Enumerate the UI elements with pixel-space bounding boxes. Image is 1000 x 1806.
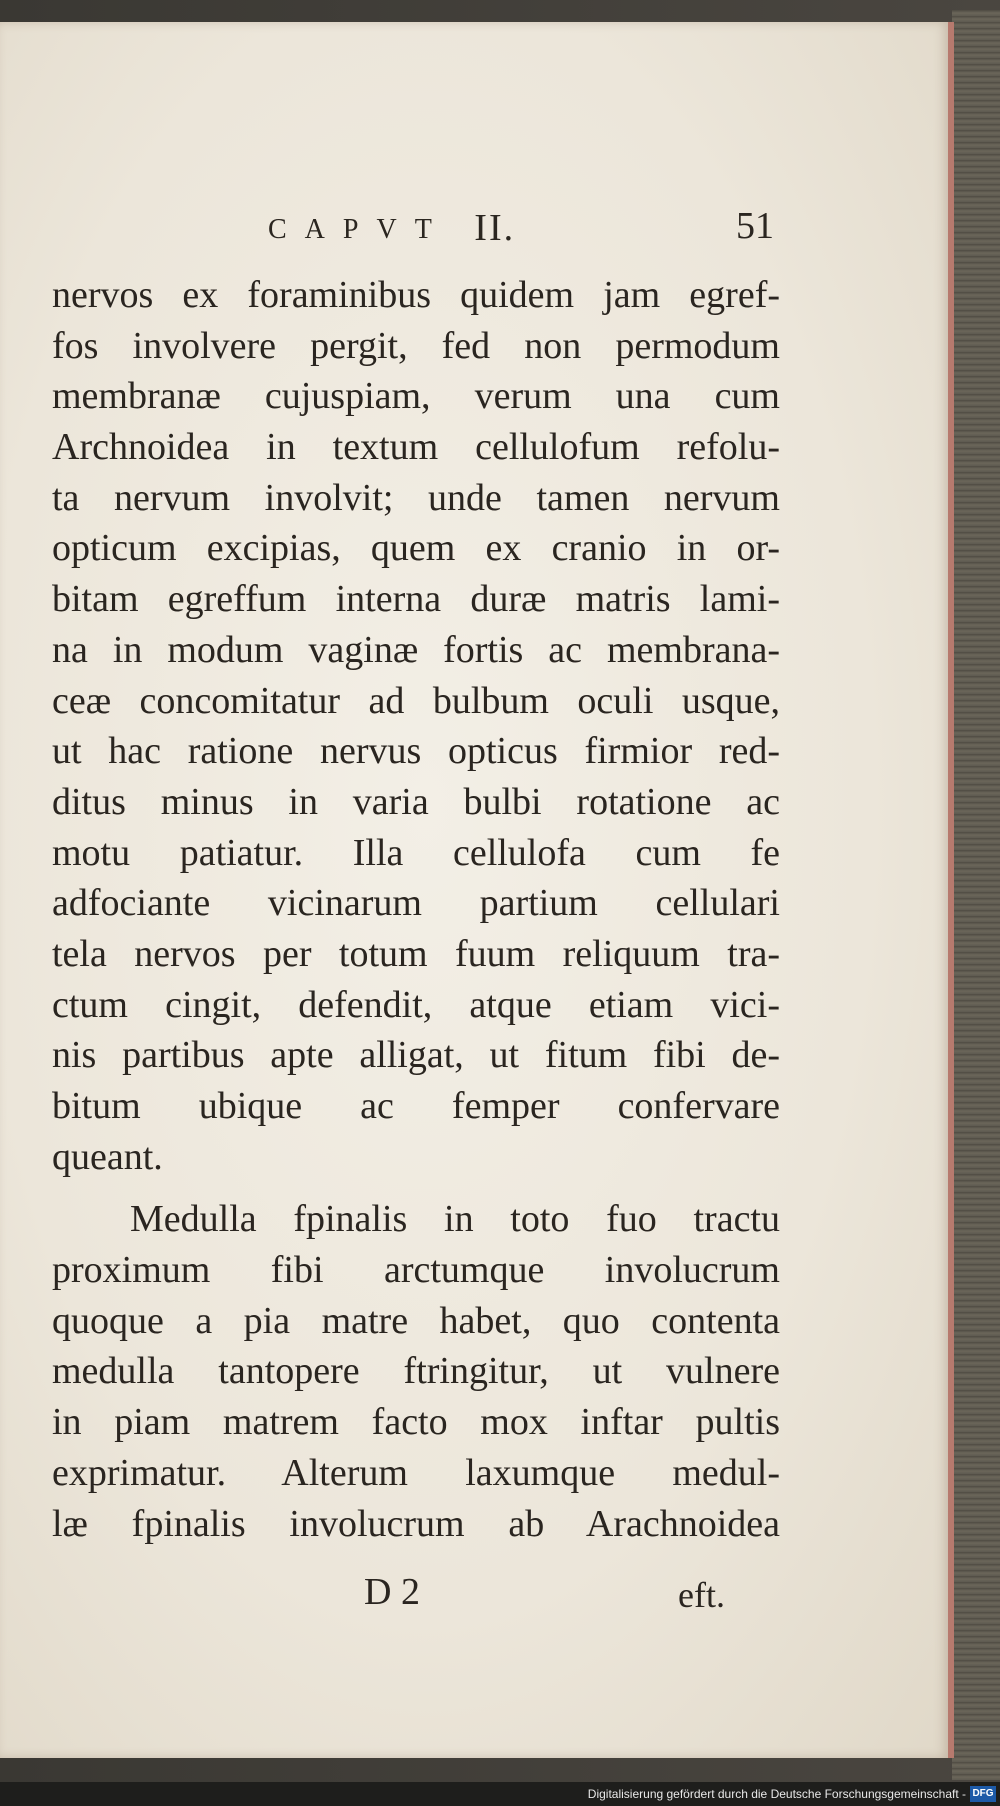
running-head-text: CAPVT: [268, 214, 450, 245]
text-line: ta nervum involvit; unde tamen nervum: [52, 476, 780, 519]
text-line: na in modum vaginæ fortis ac membrana-: [52, 628, 780, 671]
text-line: quoque a pia matre habet, quo contenta: [52, 1299, 780, 1342]
text-line: ceæ concomitatur ad bulbum oculi usque,: [52, 679, 780, 722]
chapter-numeral: II.: [474, 207, 516, 249]
text-line: exprimatur. Alterum laxumque medul-: [52, 1451, 780, 1494]
text-line: bitum ubique ac femper confervare: [52, 1085, 780, 1127]
text-line: ctum cingit, defendit, atque etiam vici-: [52, 983, 780, 1026]
text-line: ut hac ratione nervus opticus firmior red-: [52, 730, 780, 773]
text-line: bitam egreffum interna duræ matris lami-: [52, 578, 780, 621]
text-line: Medulla fpinalis in toto fuo tractu: [130, 1198, 780, 1241]
page-header: [0, 190, 948, 250]
page: [0, 22, 954, 1758]
paragraph-1: [52, 270, 780, 1182]
text-line: tela nervos per totum fuum reliquum tra-: [52, 932, 780, 975]
text-line: in piam matrem facto mox inftar pultis: [52, 1401, 780, 1444]
text-line: nis partibus apte alligat, ut fitum fibi de-: [52, 1034, 780, 1077]
signature-mark: D 2: [364, 1571, 420, 1613]
text-line: proximum fibi arctumque involucrum: [52, 1249, 780, 1292]
body-text: [52, 270, 780, 1549]
text-line: Archnoidea in textum cellulofum refolu-: [52, 426, 780, 469]
digitization-credit-bar: [0, 1782, 1000, 1806]
text-line: motu patiatur. Illa cellulofa cum fe: [52, 831, 780, 874]
text-line: nervos ex foraminibus quidem jam egref-: [52, 274, 780, 316]
text-line: ditus minus in varia bulbi rotatione ac: [52, 780, 780, 823]
paragraph-2: [52, 1194, 780, 1549]
digitization-credit: Digitalisierung gefördert durch die Deutsche Forschungsgemeinschaft -: [587, 1787, 966, 1801]
text-line: adfociante vicinarum partium cellulari: [52, 882, 780, 925]
text-line: fos involvere pergit, fed non permodum: [52, 324, 780, 367]
book-edge: [952, 10, 1000, 1780]
text-line: medulla tantopere ftringitur, ut vulnere: [52, 1350, 780, 1393]
page-footer: [0, 1570, 948, 1630]
text-line: læ fpinalis involucrum ab Arachnoidea: [52, 1502, 780, 1545]
page-number: 51: [736, 205, 774, 247]
text-line: queant.: [52, 1135, 163, 1178]
running-head: [268, 204, 515, 248]
text-line: opticum excipias, quem ex cranio in or-: [52, 527, 780, 570]
catchword: eft.: [678, 1575, 725, 1615]
text-line: membranæ cujuspiam, verum una cum: [52, 375, 780, 418]
dfg-logo[interactable]: DFG: [970, 1786, 996, 1802]
